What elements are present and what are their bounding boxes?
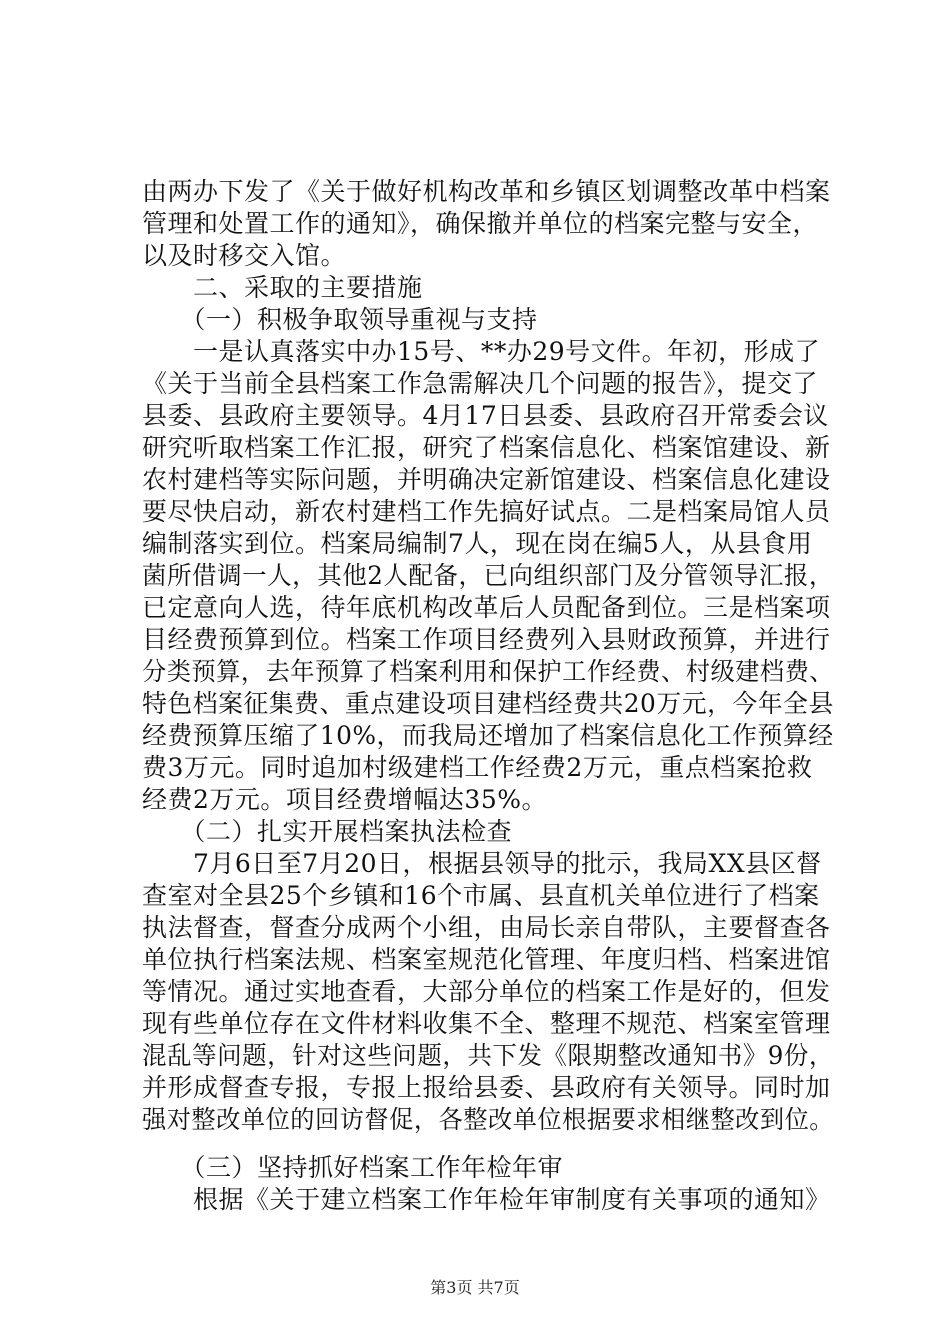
text-line: 7月6日至7月20日，根据县领导的批示，我局XX县区督 (142, 849, 822, 878)
text-line: 现有些单位存在文件材料收集不全、整理不规范、档案室管理 (142, 1009, 831, 1038)
text-line: 执法督查，督查分成两个小组，由局长亲自带队，主要督查各 (142, 913, 831, 942)
text-line: 已定意向人选，待年底机构改革后人员配备到位。三是档案项 (142, 593, 831, 622)
text-line: 以及时移交入馆。 (142, 241, 347, 270)
text-line: 菌所借调一人，其他2人配备，已向组织部门及分管领导汇报， (142, 561, 834, 590)
subsection-heading: （三）坚持抓好档案工作年检年审 (142, 1153, 564, 1182)
text-line: 强对整改单位的回访督促，各整改单位根据要求相继整改到位。 (142, 1105, 835, 1134)
section-heading: 二、采取的主要措施 (142, 273, 423, 302)
text-line: 费3万元。同时追加村级建档工作经费2万元，重点档案抢救 (142, 753, 813, 782)
subsection-heading: （一）积极争取领导重视与支持 (142, 305, 538, 334)
page-number-footer: 第3页 共7页 (430, 1278, 520, 1297)
text-line: 目经费预算到位。档案工作项目经费列入县财政预算，并进行 (142, 625, 831, 654)
text-line: 编制落实到位。档案局编制7人，现在岗在编5人，从县食用 (142, 529, 813, 558)
text-line: 特色档案征集费、重点建设项目建档经费共20万元，今年全县 (142, 689, 834, 718)
text-line: 研究听取档案工作汇报，研究了档案信息化、档案馆建设、新 (142, 433, 831, 462)
text-line: 并形成督查专报，专报上报给县委、县政府有关领导。同时加 (142, 1073, 831, 1102)
subsection-heading: （二）扎实开展档案执法检查 (142, 817, 513, 846)
text-line: 经费2万元。项目经费增幅达35%。 (142, 785, 547, 814)
text-line: 根据《关于建立档案工作年检年审制度有关事项的通知》 (142, 1185, 831, 1214)
text-line: 要尽快启动，新农村建档工作先搞好试点。二是档案局馆人员 (142, 497, 831, 526)
text-line: 一是认真落实中办15号、**办29号文件。年初，形成了 (142, 337, 821, 366)
text-line: 管理和处置工作的通知》，确保撤并单位的档案完整与安全， (142, 209, 819, 238)
text-line: 等情况。通过实地查看，大部分单位的档案工作是好的，但发 (142, 977, 831, 1006)
text-line: 单位执行档案法规、档案室规范化管理、年度归档、档案进馆 (142, 945, 831, 974)
text-line: 混乱等问题，针对这些问题，共下发《限期整改通知书》9份， (142, 1041, 834, 1070)
text-line: 经费预算压缩了10%，而我局还增加了档案信息化工作预算经 (142, 721, 834, 750)
text-line: 查室对全县25个乡镇和16个市属、县直机关单位进行了档案 (142, 881, 820, 910)
text-line: 由两办下发了《关于做好机构改革和乡镇区划调整改革中档案 (142, 177, 831, 206)
text-line: 分类预算，去年预算了档案利用和保护工作经费、村级建档费、 (142, 657, 835, 686)
text-line: 《关于当前全县档案工作急需解决几个问题的报告》，提交了 (142, 369, 819, 398)
text-line: 县委、县政府主要领导。4月17日县委、县政府召开常委会议 (142, 401, 829, 430)
text-line: 农村建档等实际问题，并明确决定新馆建设、档案信息化建设 (142, 465, 831, 494)
